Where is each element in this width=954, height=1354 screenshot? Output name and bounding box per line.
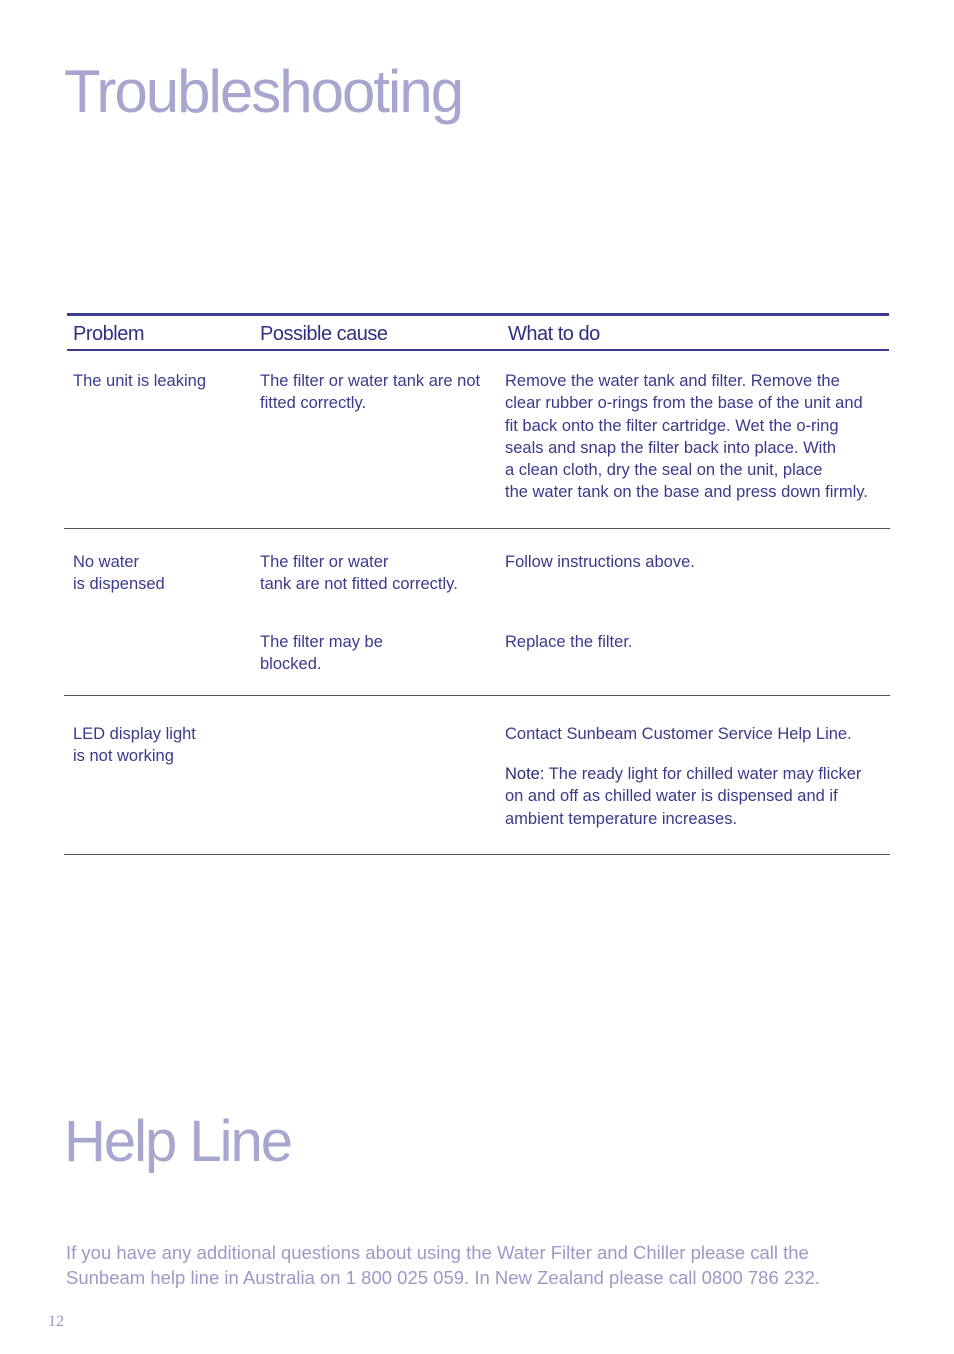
- note-label: Note:: [505, 765, 545, 783]
- table-cell-cause: The filter or water tank are not fitted correctly.: [260, 372, 481, 413]
- note-text: The ready light for chilled water may flicker on and off as chilled water is dispensed and if ambient temperature increases.: [505, 765, 862, 828]
- row-divider: [64, 854, 890, 855]
- table-cell-problem: No water is dispensed: [73, 553, 165, 594]
- helpline-title: Help Line: [64, 1109, 292, 1174]
- table-header: [67, 313, 889, 351]
- row-divider: [64, 528, 890, 529]
- table-cell-action: Remove the water tank and filter. Remove the clear rubber o-rings from the base of the unit and fit back onto the filter cartridge. Wet the o-ring seals and snap the filter back into place. With a clean cloth, dry the seal on the unit, place the water tank on the base and press down firmly.: [505, 372, 868, 502]
- column-header-problem: Problem: [73, 323, 144, 345]
- table-cell-note: [505, 763, 861, 830]
- page-title: Troubleshooting: [64, 58, 463, 125]
- table-cell-action: Contact Sunbeam Customer Service Help Line.: [505, 725, 852, 743]
- table-cell-problem: LED display light is not working: [73, 725, 196, 766]
- row-divider: [64, 695, 890, 696]
- column-header-cause: Possible cause: [260, 323, 388, 345]
- table-cell-action: Replace the filter.: [505, 633, 633, 651]
- troubleshooting-table: [64, 313, 890, 828]
- table-cell-cause: The filter or water tank are not fitted correctly.: [260, 553, 458, 594]
- page-number: 12: [48, 1313, 64, 1330]
- table-cell-cause: The filter may be blocked.: [260, 633, 383, 674]
- table-cell-problem: The unit is leaking: [73, 372, 206, 390]
- helpline-text: If you have any additional questions about using the Water Filter and Chiller please call the Sunbeam help line in Australia on 1 800 025 059. In New Zealand please call 0800 786 232.: [66, 1242, 820, 1288]
- table-cell-action: Follow instructions above.: [505, 553, 695, 571]
- column-header-action: What to do: [508, 323, 600, 345]
